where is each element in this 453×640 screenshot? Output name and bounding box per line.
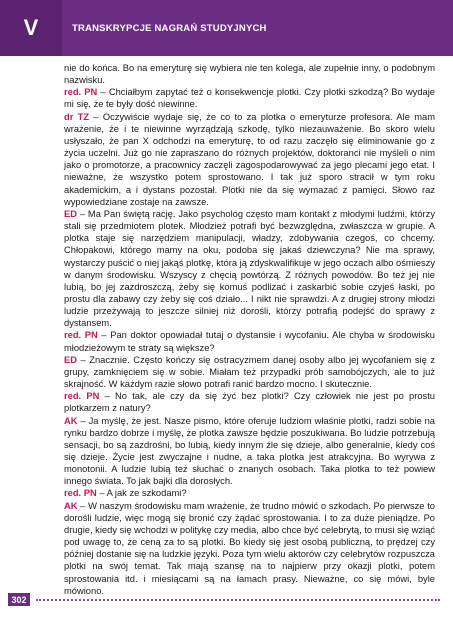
paragraph-text: – Oczywiście wydaje się, że co to za plotka o emeryturze profesora. Ale mam wrażenie, że i te niewinne wyrządzają szkodę, tylko niezauważenie. Bo skoro wielu usłyszało, że pan X odchodzi na emeryturę, to od razu zaczęło się eliminowanie go z życia uczelni. Już go nie zapraszano do różnych projektów, doktoranci nie myśleli o nim jako o promotorze, a pracownicy zaczęli zagospodarowywać za jego plecami jego etat. I nieważne, że wszystko potem sprostowano. I tak już sporo stracił w tym roku akademickim, a i dystans pozostał. Plotki nie da się wymazać z pamięci. Słowo raz wypowiedziane zostaje na zawsze. bbox=[64, 111, 435, 207]
footer-dotted-rule bbox=[36, 599, 440, 601]
transcript-paragraph bbox=[64, 208, 435, 330]
paragraph-text: – Chciałbym zapytać też o konsekwencje plotki. Czy plotki szkodzą? Bo wydaje mi się, że te były dość niewinne. bbox=[64, 87, 435, 110]
chapter-letter: V bbox=[23, 15, 39, 40]
transcript-paragraph bbox=[64, 111, 435, 208]
speaker-label: ED bbox=[64, 354, 77, 365]
transcript-paragraph bbox=[64, 500, 435, 597]
speaker-label: AK bbox=[64, 500, 78, 511]
speaker-label: red. PN bbox=[64, 488, 97, 499]
speaker-label: red. PN bbox=[64, 391, 100, 402]
paragraph-text: – W naszym środowisku mam wrażenie, że trudno mówić o szkodach. Po pierwsze to dorośli ludzie, więc mogą się bronić czy żądać sprostowania. I to za duże pieniądze. Po drugie, kiedy się wchodzi w politykę czy media, albo chce być celebrytą, to musi się wziąć pod uwagę to, że ceną za to są plotki. Bo kiedy się jest osobą publiczną, to prędzej czy później dostanie się na ludzkie języki. Poza tym wielu aktorów czy celebrytów rozpuszcza plotki na swój temat. Tak mają szansę na to najpierw przy okazji plotki, potem sprostowania itd. i miesiącami są na łamach prasy. Nieważne, co się mówi, byle mówiono. bbox=[64, 500, 435, 596]
header-band bbox=[0, 0, 453, 56]
paragraph-text: – Pan doktor opowiadał tutaj o dystansie i wycofaniu. Ale chyba w środowisku młodzieżowym te straty są większe? bbox=[64, 330, 435, 353]
transcript-paragraph bbox=[64, 390, 435, 414]
transcript-paragraph bbox=[64, 62, 435, 86]
paragraph-text: – No tak, ale czy da się żyć bez plotki? Czy człowiek nie jest po prostu plotkarzem z natury? bbox=[64, 391, 436, 414]
speaker-label: dr TZ bbox=[64, 111, 90, 122]
paragraph-text: – Znacznie. Często kończy się ostracyzmem danej osoby albo jej wycofaniem się z grupy, zamknięciem się w sobie. Miałam też przypadki prób samobójczych, ale to już skrajność. W każdym razie słowo potrafi ranić bardzo mocno. I skutecznie. bbox=[64, 354, 435, 390]
transcript-paragraph bbox=[64, 329, 435, 353]
speaker-label: red. PN bbox=[64, 87, 98, 98]
transcript-paragraph bbox=[64, 86, 435, 110]
paragraph-text: – A jak ze szkodami? bbox=[96, 488, 187, 499]
transcript-paragraph bbox=[64, 415, 435, 488]
paragraph-text: – Ja myślę, że jest. Nasze pismo, które oferuje ludziom właśnie plotki, radzi sobie na rynku bardzo dobrze i myślę, że plotka zawsze będzie poszukiwana. Bo ludzie potrzebują sensacji, bo są zazdrośni, bo lubią, kiedy innym źle się dzieje, albo generalnie, kiedy coś się dzieje. Życie jest zwyczajne i nudne, a taka plotka jest atrakcyjna. Bo wyrywa z monotonii. A ludzie lubią też słuchać o znanych osobach. Taka plotka to też powiew innego świata. To jak bajki dla dorosłych. bbox=[64, 415, 435, 487]
speaker-label: ED bbox=[64, 208, 77, 219]
transcript-paragraph bbox=[64, 487, 435, 499]
chapter-tab bbox=[0, 0, 62, 56]
paragraph-text: – Ma Pan świętą rację. Jako psycholog często mam kontakt z młodymi ludźmi, którzy stali się przedmiotem plotek. Młodzież potrafi być bezwzględna, zwłaszcza w grupie. A plotka staje się narzędziem manipulacji, władzy, zdobywania czegoś, co chcemy. Chłopakowi, którego mamy na oku, podoba się jakaś dziewczyna? Nie ma sprawy, wystarczy puścić o niej jakąś plotkę, która ją zdyskwalifikuje w jego oczach albo ośmieszy w danym środowisku. Wszyscy z chęcią powtórzą. Z różnych powodów. Bo też jej nie lubią, bo jej zazdroszczą, żeby się komuś podlizać i zaskarbić sobie czyjeś łaski, po prostu dla zabawy czy żeby się coś działo... I nikt nie sprawdzi. A z drugiej strony młodzi ludzie przeżywają to jeszcze silniej niż dorośli, którzy potrafią podejść do sprawy z dystansem. bbox=[64, 208, 435, 329]
page-number: 302 bbox=[8, 593, 30, 606]
transcript-paragraph bbox=[64, 354, 435, 390]
speaker-label: red. PN bbox=[64, 330, 98, 341]
speaker-label: AK bbox=[64, 415, 78, 426]
section-title: TRANSKRYPCJE NAGRAŃ STUDYJNYCH bbox=[72, 22, 267, 34]
paragraph-text: nie do końca. Bo na emeryturę się wybiera nie ten kolega, ale zupełnie inny, o podobnym nazwisku. bbox=[64, 63, 435, 86]
transcript-body bbox=[64, 62, 435, 597]
